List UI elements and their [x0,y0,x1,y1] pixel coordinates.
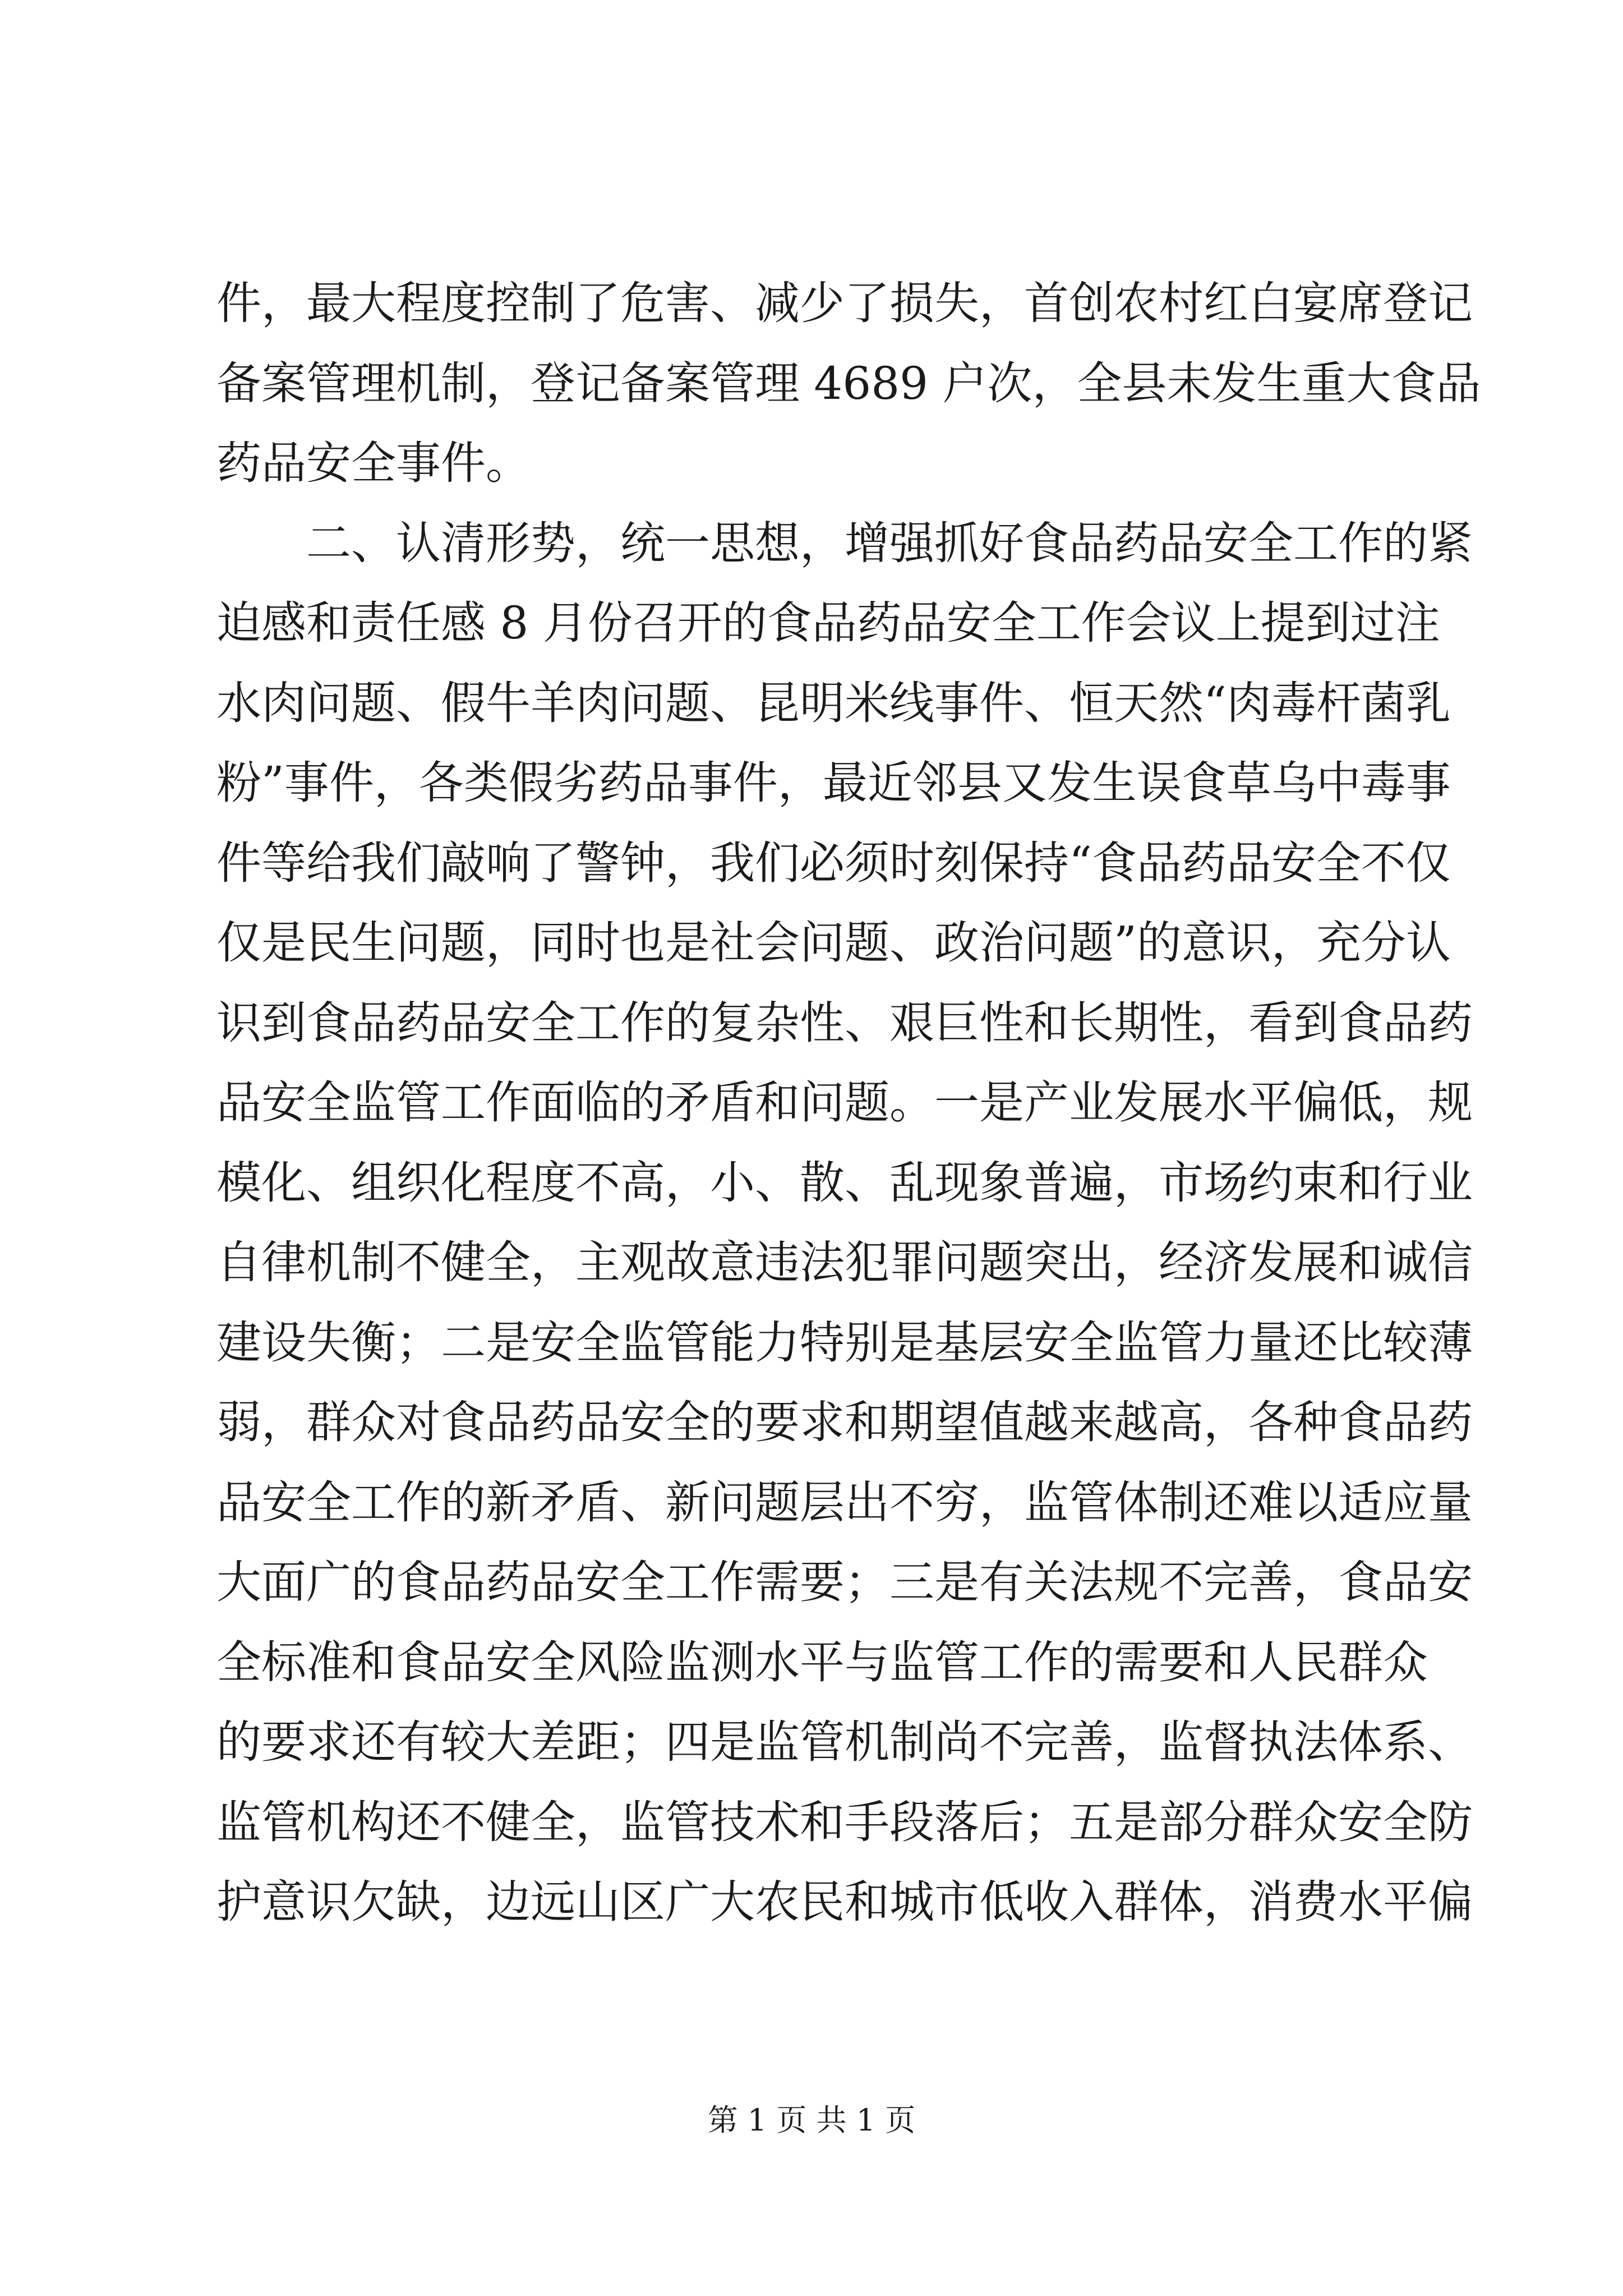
body-text [216,264,1481,1943]
text-line: 的要求还有较大差距；四是监管机制尚不完善，监督执法体系、 [216,1716,1473,1768]
text-line: 迫感和责任感 8 月份召开的食品药品安全工作会议上提到过注 [216,597,1440,649]
text-line: 仅是民生问题，同时也是社会问题、政治问题”的意识，充分认 [216,917,1451,969]
text-line: 全标准和食品安全风险监测水平与监管工作的需要和人民群众 [216,1636,1428,1688]
text-line: 品安全监管工作面临的矛盾和问题。一是产业发展水平偏低，规 [216,1076,1473,1129]
text-line: 自律机制不健全，主观故意违法犯罪问题突出，经济发展和诚信 [216,1236,1473,1289]
text-line: 粉”事件，各类假劣药品事件，最近邻县又发生误食草乌中毒事 [216,757,1451,809]
text-line: 监管机构还不健全，监管技术和手段落后；五是部分群众安全防 [216,1796,1473,1848]
text-line: 护意识欠缺，边远山区广大农民和城市低收入群体，消费水平偏 [216,1876,1473,1928]
page-footer [0,2101,1623,2140]
page-number-label: 第 1 页 共 1 页 [707,2102,916,2138]
text-line: 建设失衡；二是安全监管能力特别是基层安全监管力量还比较薄 [216,1316,1473,1369]
text-line: 模化、组织化程度不高，小、散、乱现象普遍，市场约束和行业 [216,1156,1473,1209]
text-line: 大面广的食品药品安全工作需要；三是有关法规不完善，食品安 [216,1556,1473,1608]
text-line: 品安全工作的新矛盾、新问题层出不穷，监管体制还难以适应量 [216,1476,1473,1529]
text-line: 水肉问题、假牛羊肉问题、昆明米线事件、恒天然“肉毒杆菌乳 [216,677,1451,729]
text-line: 件，最大程度控制了危害、减少了损失，首创农村红白宴席登记 [216,277,1473,329]
text-line: 识到食品药品安全工作的复杂性、艰巨性和长期性，看到食品药 [216,996,1473,1049]
text-line: 件等给我们敲响了警钟，我们必须时刻保持“食品药品安全不仅 [216,836,1451,889]
text-line: 弱，群众对食品药品安全的要求和期望值越来越高，各种食品药 [216,1396,1473,1448]
text-line: 药品安全事件。 [216,437,531,489]
paragraph-start-line: 二、认清形势，统一思想，增强抓好食品药品安全工作的紧 [306,517,1473,569]
text-line: 备案管理机制，登记备案管理 4689 户次，全县未发生重大食品 [216,357,1481,409]
